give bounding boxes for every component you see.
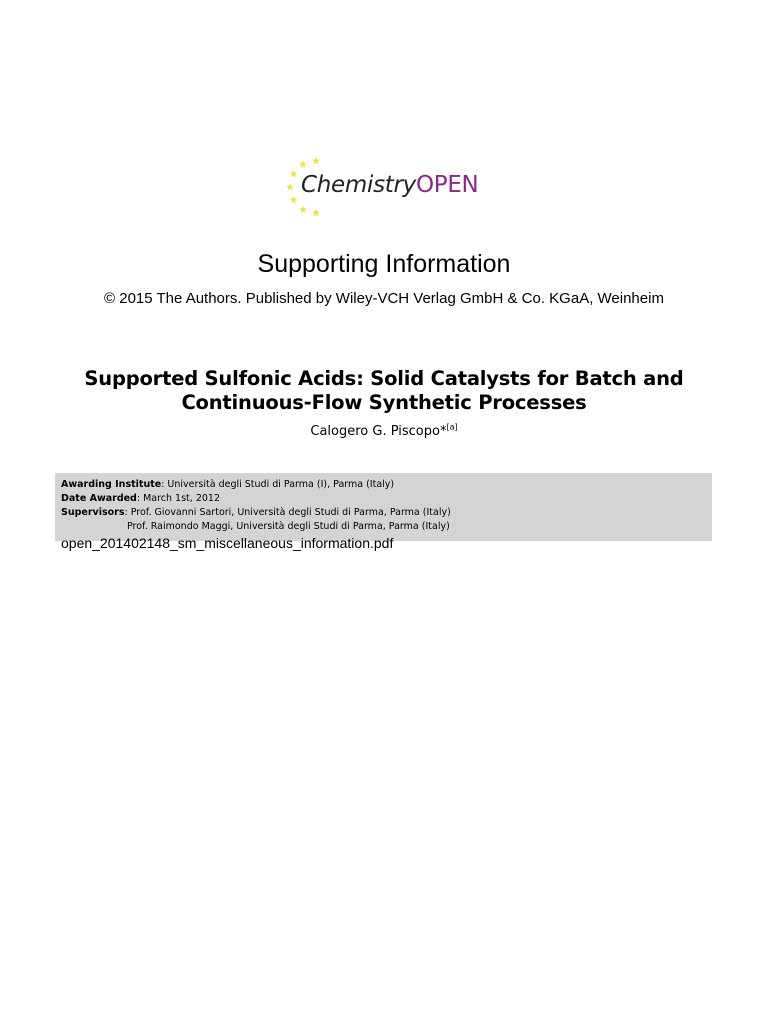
supervisors-label: Supervisors [61, 507, 125, 518]
supervisors-row [61, 507, 451, 519]
author-line [0, 424, 768, 439]
paper-title-line-1: Supported Sulfonic Acids: Solid Catalysts for Batch and [84, 367, 684, 390]
file-name-link[interactable]: open_201402148_sm_miscellaneous_information.pdf [61, 535, 394, 551]
star-icon [312, 209, 320, 217]
institute-row [61, 479, 394, 491]
institute-label: Awarding Institute [61, 479, 162, 490]
author-affiliation: [a] [446, 422, 458, 432]
page-title: Supporting Information [257, 250, 511, 278]
star-icon [299, 160, 307, 168]
paper-title-line-2: Continuous-Flow Synthetic Processes [181, 391, 587, 414]
institute-value: : Università degli Studi di Parma (I), Parma (Italy) [161, 479, 395, 490]
date-label: Date Awarded [61, 493, 137, 504]
star-icon [289, 170, 297, 178]
supervisor-2: Prof. Raimondo Maggi, Università degli Studi di Parma, Parma (Italy) [127, 521, 450, 532]
star-icon [289, 196, 297, 204]
date-value: : March 1st, 2012 [136, 493, 220, 504]
logo-open: OPEN [415, 172, 479, 198]
star-icon [312, 157, 320, 165]
date-row [61, 493, 220, 505]
paper-title [0, 367, 768, 415]
thesis-info-box [55, 473, 712, 541]
star-icon [286, 183, 294, 191]
logo-wordmark [301, 172, 478, 198]
supervisor-1: : Prof. Giovanni Sartori, Università degli Studi di Parma, Parma (Italy) [124, 507, 451, 518]
chemistryopen-logo [280, 154, 490, 220]
star-icon [299, 205, 307, 213]
author-name: Calogero G. Piscopo* [310, 424, 447, 439]
copyright-line: © 2015 The Authors. Published by Wiley-VCH Verlag GmbH & Co. KGaA, Weinheim [104, 290, 664, 307]
supervisor-2-row [127, 521, 450, 533]
logo-chemistry: Chemistry [301, 172, 416, 198]
